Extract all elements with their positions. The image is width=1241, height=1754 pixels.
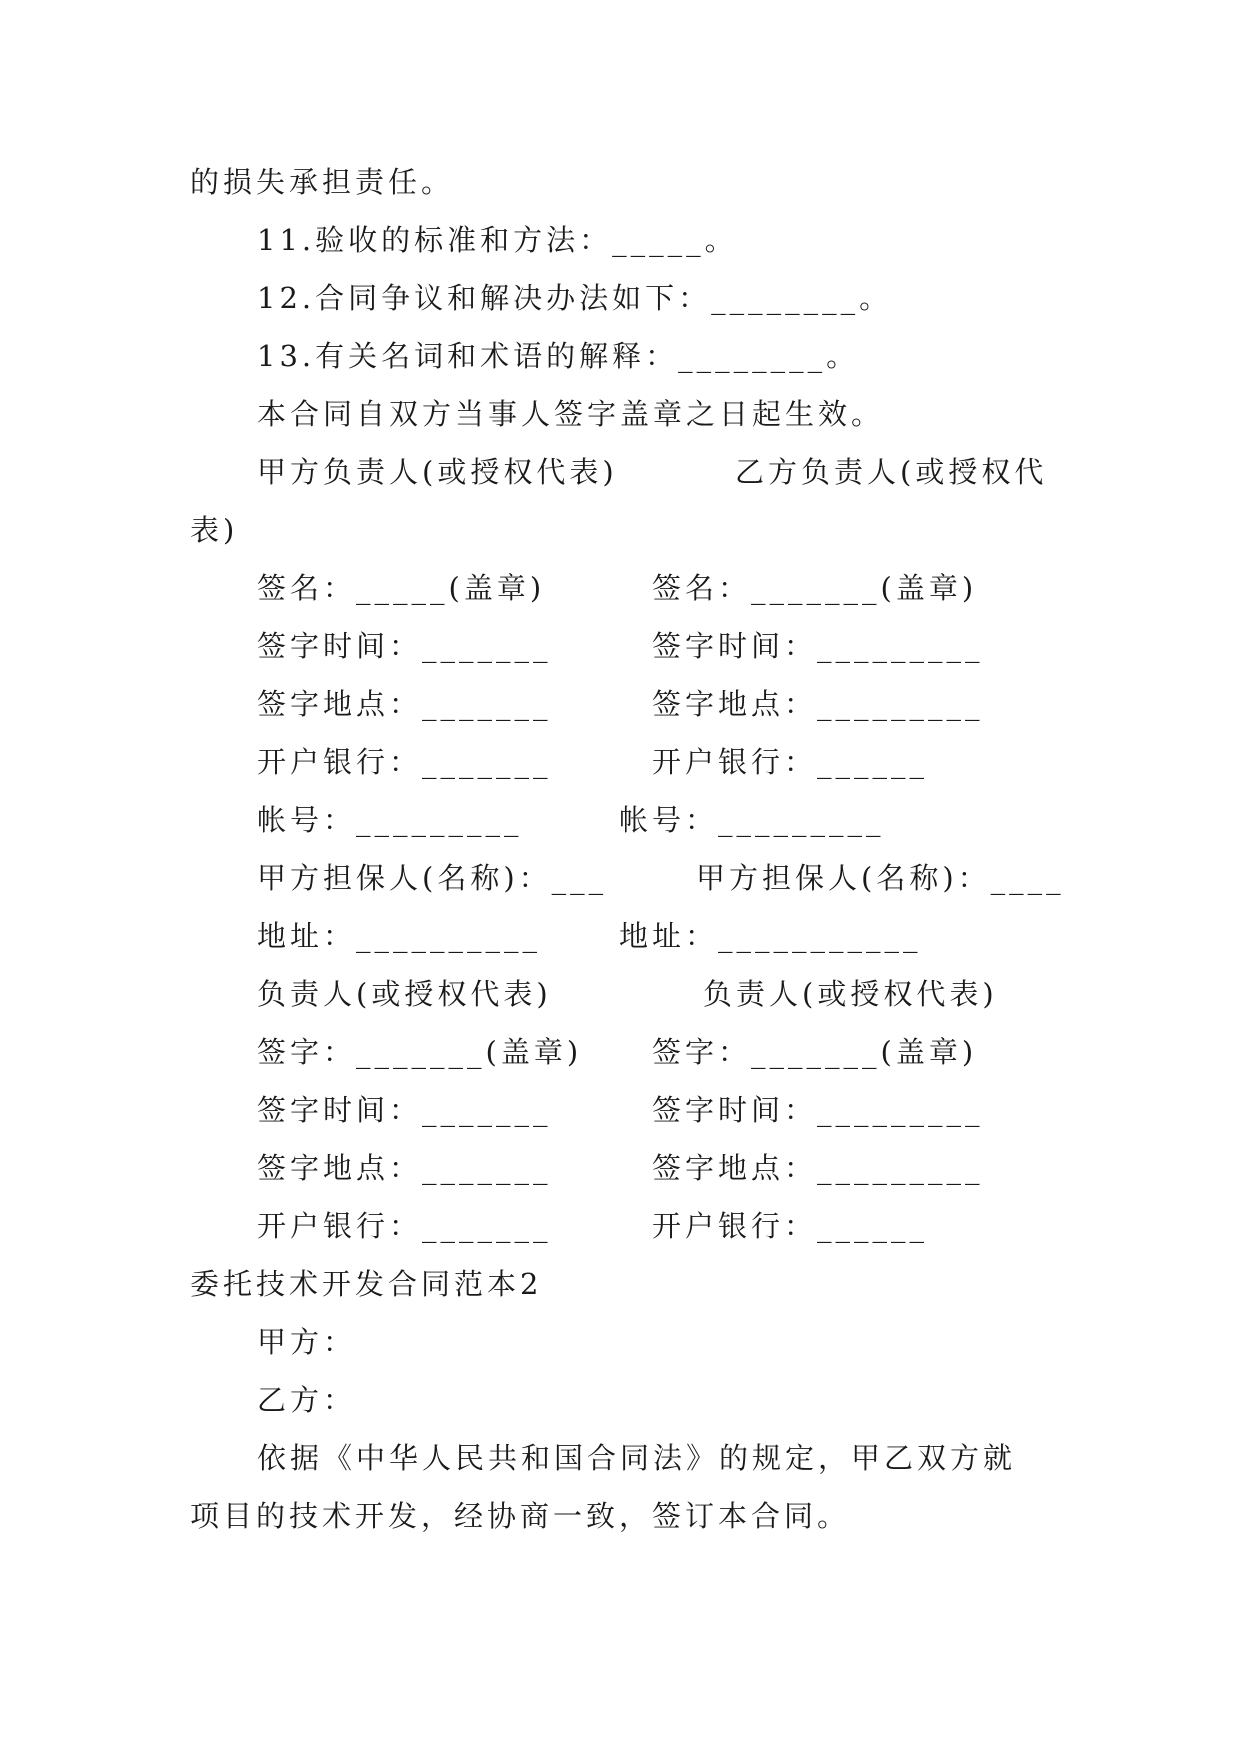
- guarantor-a-bank: 开户银行：_______: [257, 1209, 552, 1243]
- party-a-sign-place: 签字地点：_______: [257, 687, 552, 721]
- party-b-representative-heading: 乙方负责人(或授权代: [735, 455, 1048, 489]
- preamble-line-2: 项目的技术开发，经协商一致，签订本合同。: [190, 1499, 851, 1533]
- party-b-representative-heading-cont: 表): [190, 513, 239, 547]
- party-a-signature: 签名：_____(盖章): [257, 571, 546, 605]
- guarantor-b-signature: 签字：_______(盖章): [652, 1035, 978, 1069]
- clause-11: 11.验收的标准和方法：_____。: [257, 223, 738, 257]
- party-b-account: 帐号：_________: [619, 803, 885, 837]
- party-a-bank: 开户银行：_______: [257, 745, 552, 779]
- guarantor-a-sign-time: 签字时间：_______: [257, 1093, 552, 1127]
- party-b-signature: 签名：_______(盖章): [652, 571, 978, 605]
- party-a-sign-time: 签字时间：_______: [257, 629, 552, 663]
- guarantor-b-bank: 开户银行：______: [652, 1209, 929, 1243]
- guarantor-a-address: 地址：__________: [257, 919, 542, 953]
- party-b-sign-time: 签字时间：_________: [652, 629, 984, 663]
- preamble-line-1: 依据《中华人民共和国合同法》的规定，甲乙双方就: [257, 1441, 1017, 1475]
- clause-12: 12.合同争议和解决办法如下：________。: [257, 281, 893, 315]
- party-a-representative-heading: 甲方负责人(或授权代表): [257, 455, 618, 489]
- guarantor-b-address: 地址：___________: [619, 919, 922, 953]
- party-b-guarantor: 甲方担保人(名称)：____: [696, 861, 1065, 895]
- section-title: 委托技术开发合同范本2: [190, 1267, 543, 1301]
- party-b-sign-place: 签字地点：_________: [652, 687, 984, 721]
- guarantor-a-signature: 签字：_______(盖章): [257, 1035, 583, 1069]
- party-b-label: 乙方：: [257, 1383, 357, 1417]
- guarantor-b-sign-place: 签字地点：_________: [652, 1151, 984, 1185]
- guarantor-b-sign-time: 签字时间：_________: [652, 1093, 984, 1127]
- text-line: 的损失承担责任。: [190, 165, 455, 199]
- guarantor-b-representative: 负责人(或授权代表): [703, 977, 998, 1011]
- guarantor-a-representative: 负责人(或授权代表): [257, 977, 552, 1011]
- party-a-account: 帐号：_________: [257, 803, 523, 837]
- effective-clause: 本合同自双方当事人签字盖章之日起生效。: [257, 397, 885, 431]
- party-b-bank: 开户银行：______: [652, 745, 929, 779]
- clause-13: 13.有关名词和术语的解释：________。: [257, 339, 860, 373]
- guarantor-a-sign-place: 签字地点：_______: [257, 1151, 552, 1185]
- party-a-label: 甲方：: [257, 1325, 357, 1359]
- party-a-guarantor: 甲方担保人(名称)：___: [257, 861, 608, 895]
